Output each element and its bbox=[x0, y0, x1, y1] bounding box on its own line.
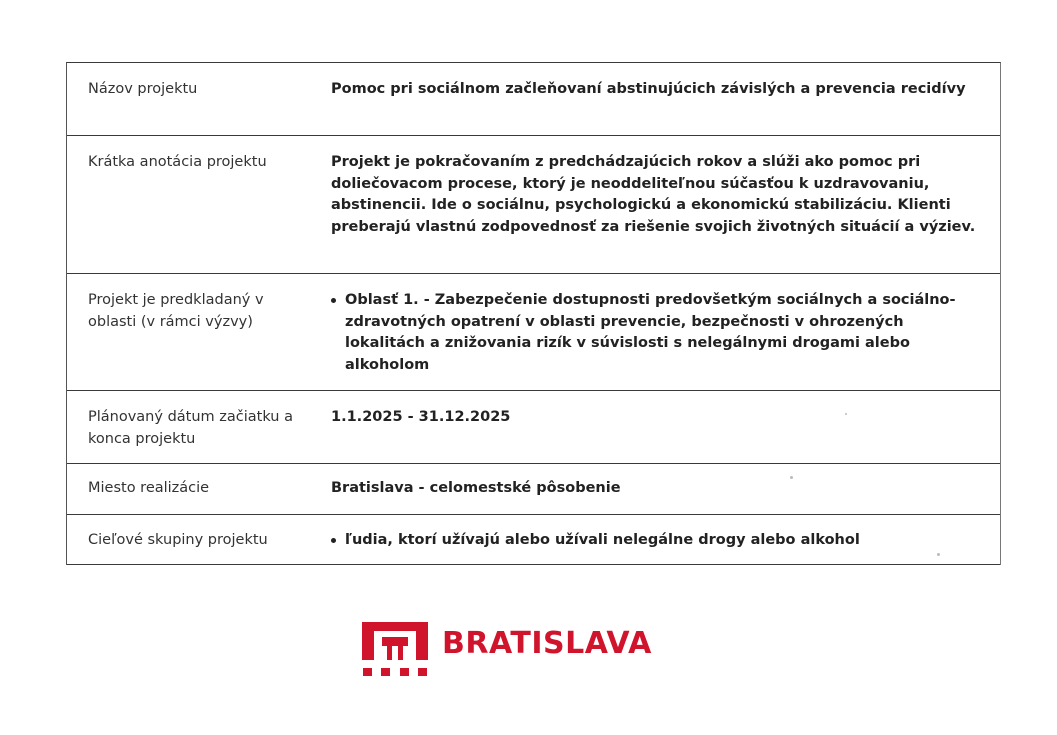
table-row bbox=[67, 136, 1000, 274]
bullet-list bbox=[331, 530, 986, 552]
row-value: Bratislava - celomestské pôsobenie bbox=[331, 480, 621, 496]
row-value: Projekt je pokračovaním z predchádzajúcich rokov a slúži ako pomoc pri doliečovacom procese, ktorý je neoddeliteľnou súčasťou k uzdravovaniu, abstinencii. Ide o sociálnu, psychologickú a ekonomickú stabilizáciu. Klienti preberajú vlastnú zodpovednosť za riešenie svojich životných situácií a výziev. bbox=[331, 154, 976, 235]
scan-speck bbox=[845, 413, 847, 415]
row-label: Miesto realizácie bbox=[88, 480, 210, 496]
bullet-list bbox=[331, 290, 986, 376]
scan-speck bbox=[937, 553, 940, 556]
row-label: Názov projektu bbox=[88, 81, 198, 97]
list-item: Oblasť 1. - Zabezpečenie dostupnosti predovšetkým sociálnych a sociálno-zdravotných opatrení v oblasti prevencie, bezpečnosti v ohrozených lokalitách a znižovania rizík v súvislosti s nelegálnymi drogami alebo alkoholom bbox=[331, 290, 986, 376]
row-value bbox=[309, 515, 1000, 564]
table-row bbox=[67, 63, 1000, 136]
scan-speck bbox=[790, 476, 793, 479]
project-info-table bbox=[66, 62, 1001, 565]
table-row bbox=[67, 515, 1000, 565]
row-label: Krátka anotácia projektu bbox=[88, 154, 267, 170]
row-label: Projekt je predkladaný v oblasti (v rámci výzvy) bbox=[88, 292, 264, 330]
bratislava-castle-icon bbox=[362, 622, 428, 676]
row-value bbox=[309, 274, 1000, 390]
table-row bbox=[67, 274, 1000, 391]
list-item: ľudia, ktorí užívajú alebo užívali nelegálne drogy alebo alkohol bbox=[331, 530, 986, 552]
row-label: Cieľové skupiny projektu bbox=[88, 532, 268, 548]
row-value: 1.1.2025 - 31.12.2025 bbox=[331, 409, 511, 425]
bratislava-logo bbox=[362, 622, 652, 676]
logo-wordmark: BRATISLAVA bbox=[442, 626, 652, 661]
table-row bbox=[67, 391, 1000, 464]
row-value: Pomoc pri sociálnom začleňovaní abstinujúcich závislých a prevencia recidívy bbox=[331, 81, 966, 97]
row-label: Plánovaný dátum začiatku a konca projektu bbox=[88, 409, 293, 447]
table-row bbox=[67, 464, 1000, 515]
